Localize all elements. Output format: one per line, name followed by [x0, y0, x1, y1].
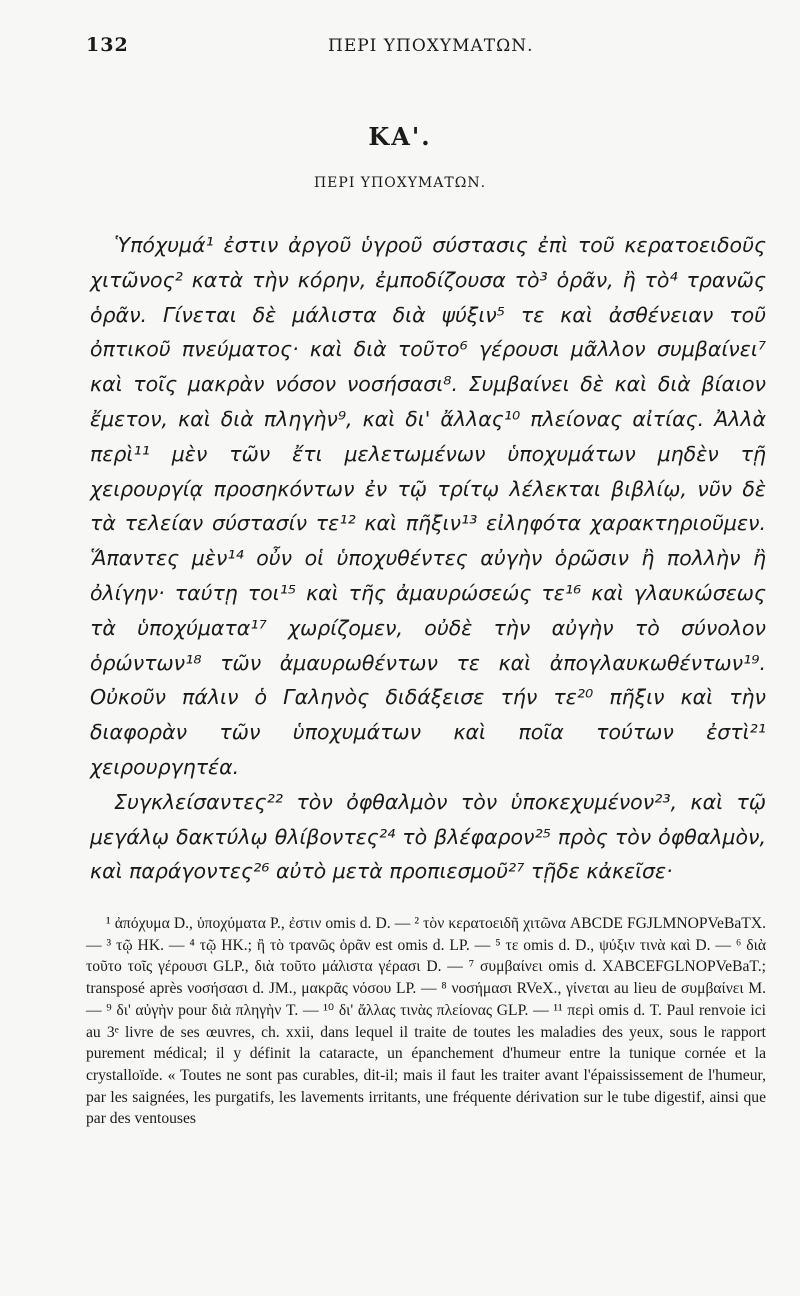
running-header — [86, 34, 740, 58]
footnotes — [86, 913, 766, 1130]
paragraph-2: Συγκλείσαντες²² τὸν ὀφθαλμὸν τὸν ὑποκεχυμένον²³, καὶ τῷ μεγάλῳ δακτύλῳ θλίβοντες²⁴ τὸ βλέφαρον²⁵ πρὸς τὸν ὀφθαλμὸν, καὶ παράγοντες²⁶ αὐτὸ μετὰ προπιεσμοῦ²⁷ τῇδε κἀκεῖσε· — [90, 789, 766, 884]
page-number: 132 — [86, 34, 129, 56]
chapter-number: ΚΑ'. — [368, 122, 432, 151]
footnote-text: ¹ ἀπόχυμα D., ὑποχύματα P., ἐστιν omis d. D. — ² τὸν κερατοειδῆ χιτῶνα ABCDE FGJLMNOPVeBaTX. — ³ τῷ HK. — ⁴ τῷ HK.; ἢ τὸ τρανῶς ὁρᾶν est omis d. LP. — ⁵ τε omis d. D., ψύξιν τινὰ καὶ D. — ⁶ διὰ τοῦτο τοῖς γέρουσι GLP., διὰ τοῦτο μάλιστα γέρασι D. — ⁷ συμβαίνει omis d. XABCEFGLNOPVeBaT.; transposé après νοσήσασι d. JM., μακρᾶς νόσου LP. — ⁸ νοσήμασι RVeX., γίνεται au lieu de συμβαίνει M. — ⁹ δι' αὐγὴν pour διὰ πληγὴν T. — ¹⁰ δι' ἄλλας τινὰς πλείονας GLP. — ¹¹ περὶ omis d. T. Paul renvoie ici au 3ᵉ livre de ses œuvres, ch. xxii, dans lequel il traite de toutes les maladies des yeux, sous le rapport purement médical; il y définit la cataracte, un épanchement d'humeur entre la tunique cornée et la crystalloïde. « Toutes ne sont pas curables, dit-il; mais il faut les traiter avant l'épaississement de l'humeur, par les saignées, les purgatifs, les lavements irritants, une fréquente dérivation sur le tube digestif, ainsi que par des ventouses — [86, 915, 766, 1128]
chapter-title: ΠΕΡΙ ΥΠΟΧΥΜΑΤΩΝ. — [313, 175, 487, 191]
main-text — [90, 228, 766, 889]
running-title: ΠΕΡΙ ΥΠΟΧΥΜΑΤΩΝ. — [328, 36, 534, 56]
paragraph-1: Ὑπόχυμά¹ ἐστιν ἀργοῦ ὑγροῦ σύστασις ἐπὶ τοῦ κερατοειδοῦς χιτῶνος² κατὰ τὴν κόρην, ἐμποδίζουσα τὸ³ ὁρᾶν, ἢ τὸ⁴ τρανῶς ὁρᾶν. Γίνεται δὲ μάλιστα διὰ ψύξιν⁵ τε καὶ ἀσθένειαν τοῦ ὀπτικοῦ πνεύματος· καὶ διὰ τοῦτο⁶ γέρουσι μᾶλλον συμβαίνει⁷ καὶ τοῖς μακρὰν νόσον νοσήσασι⁸. Συμβαίνει δὲ καὶ διὰ βίαιον ἔμετον, καὶ διὰ πληγὴν⁹, καὶ δι' ἄλλας¹⁰ πλείονας αἰτίας. Ἀλλὰ περὶ¹¹ μὲν τῶν ἔτι μελετωμένων ὑποχυμάτων μηδὲν τῇ χειρουργίᾳ προσηκόντων ἐν τῷ τρίτῳ λέλεκται βιβλίῳ, νῦν δὲ τὰ τελείαν σύστασίν τε¹² καὶ πῆξιν¹³ εἰληφότα χαρακτηριοῦμεν. Ἅπαντες μὲν¹⁴ οὖν οἱ ὑποχυθέντες αὐγὴν ὁρῶσιν ἢ πολλὴν ἢ ὀλίγην· ταύτῃ τοι¹⁵ καὶ τῆς ἀμαυρώσεώς τε¹⁶ καὶ γλαυκώσεως τὰ ὑποχύματα¹⁷ χωρίζομεν, οὐδὲ τὴν αὐγὴν τὸ σύνολον ὁρώντων¹⁸ τῶν ἀμαυρωθέντων τε καὶ ἀπογλαυκωθέντων¹⁹. Οὐκοῦν πάλιν ὁ Γαληνὸς διδάξεισε τήν τε²⁰ πῆξιν καὶ τὴν διαφορὰν τῶν ὑποχυμάτων καὶ ποῖα τούτων ἐστὶ²¹ χειρουργητέα. — [90, 233, 766, 779]
